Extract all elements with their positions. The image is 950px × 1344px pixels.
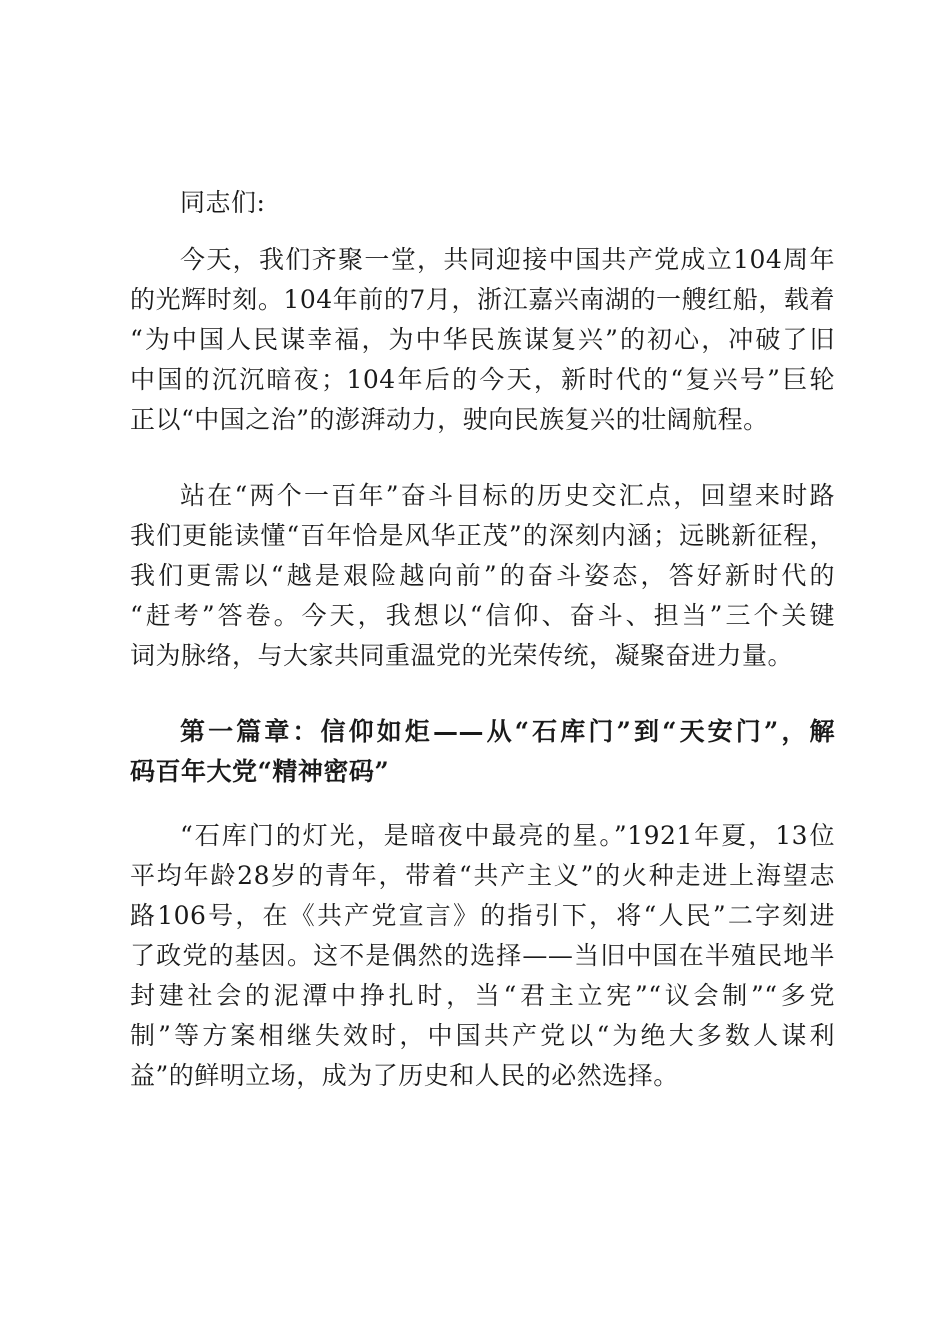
paragraph-line: 我们更能读懂“百年恰是风华正茂”的深刻内涵；远眺新征程， — [130, 521, 835, 550]
paragraph-line: 路106号，在《共产党宣言》的指引下，将“人民”二字刻进 — [130, 901, 835, 930]
paragraph-line: 了政党的基因。这不是偶然的选择——当旧中国在半殖民地半 — [130, 941, 835, 970]
heading-line: 第一篇章：信仰如炬——从“石库门”到“天安门”，解 — [180, 717, 835, 746]
paragraph-line: “石库门的灯光，是暗夜中最亮的星。”1921年夏，13位 — [180, 821, 835, 850]
greeting — [130, 183, 835, 223]
paragraph-1 — [130, 240, 835, 440]
paragraph-line: 平均年龄28岁的青年，带着“共产主义”的火种走进上海望志 — [130, 861, 835, 890]
paragraph-line: 中国的沉沉暗夜；104年后的今天，新时代的“复兴号”巨轮 — [130, 365, 835, 394]
paragraph-line: “为中国人民谋幸福，为中华民族谋复兴”的初心，冲破了旧 — [130, 325, 835, 354]
paragraph-line: 站在“两个一百年”奋斗目标的历史交汇点，回望来时路 — [180, 481, 835, 510]
paragraph-line: 制”等方案相继失效时，中国共产党以“为绝大多数人谋利 — [130, 1021, 835, 1050]
paragraph-line: 词为脉络，与大家共同重温党的光荣传统，凝聚奋进力量。 — [130, 641, 794, 670]
paragraph-line: 的光辉时刻。104年前的7月，浙江嘉兴南湖的一艘红船，载着 — [130, 285, 835, 314]
paragraph-line: 益”的鲜明立场，成为了历史和人民的必然选择。 — [130, 1061, 679, 1090]
paragraph-line: 正以“中国之治”的澎湃动力，驶向民族复兴的壮阔航程。 — [130, 405, 769, 434]
greeting-line: 同志们: — [180, 188, 266, 217]
paragraph-line: 今天，我们齐聚一堂，共同迎接中国共产党成立104周年 — [180, 245, 835, 274]
paragraph-line: “赶考”答卷。今天，我想以“信仰、奋斗、担当”三个关键 — [130, 601, 835, 630]
paragraph-line: 封建社会的泥潭中挣扎时，当“君主立宪”“议会制”“多党 — [130, 981, 835, 1010]
heading-line: 码百年大党“精神密码” — [130, 757, 390, 786]
paragraph-2 — [130, 476, 835, 676]
chapter-heading — [130, 712, 835, 792]
paragraph-line: 我们更需以“越是艰险越向前”的奋斗姿态，答好新时代的 — [130, 561, 835, 590]
paragraph-3 — [130, 816, 835, 1096]
